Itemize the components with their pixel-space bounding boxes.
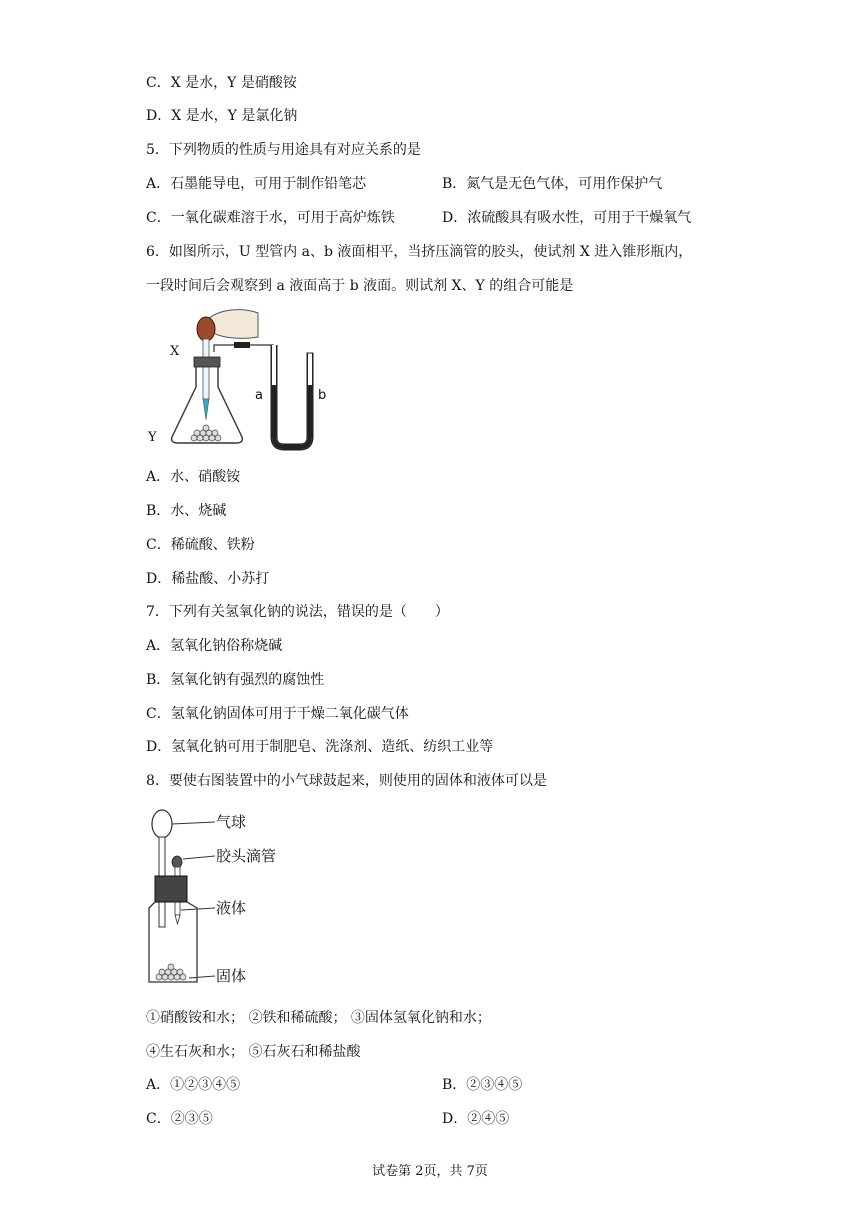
q6-label-b: b [318,388,327,403]
q6-option-a: A．水、硝酸铵 [146,469,241,485]
page-footer: 试卷第 2页，共 7页 [372,1164,488,1179]
q8-apparatus-figure [145,804,215,990]
q6-stem-line1: 6．如图所示，U 型管内 a、b 液面相平，当挤压滴管的胶头，使试剂 X 进入锥形瓶内， [146,244,693,260]
q5-option-a: A．石墨能导电，可用于制作铅笔芯 [146,176,367,192]
q8-label-liquid: 液体 [216,899,247,917]
q5-option-d: D．浓硫酸具有吸水性，可用于干燥氧气 [442,210,692,226]
solid-y-granules [191,425,221,441]
q8-label-balloon: 气球 [216,813,247,831]
connecting-tube [214,345,234,352]
q7-option-b: B．氢氧化钠有强烈的腐蚀性 [146,672,325,688]
q6-option-c: C．稀硫酸、铁粉 [146,537,255,553]
dropper-tip [203,399,209,420]
q5-stem: 5．下列物质的性质与用途具有对应关系的是 [146,142,421,158]
q5-option-b: B．氮气是无色气体，可用作保护气 [442,176,663,192]
q7-option-a: A．氢氧化钠俗称烧碱 [146,638,283,654]
q7-option-c: C．氢氧化钠固体可用于干燥二氧化碳气体 [146,706,409,722]
q5-option-c: C．一氧化碳难溶于水，可用于高炉炼铁 [146,210,395,226]
dropper-bulb [197,317,215,341]
q8-stem: 8．要使右图装置中的小气球鼓起来，则使用的固体和液体可以是 [146,773,547,789]
solid-granules [156,964,186,980]
q8-option-b: B．②③④⑤ [442,1077,523,1093]
q4-option-c: C．X 是水，Y 是硝酸铵 [146,75,297,91]
q6-option-b: B．水、烧碱 [146,503,227,519]
bottle-stopper [155,876,187,902]
q6-apparatus-figure [150,305,350,455]
q6-stem-line2: 一段时间后会观察到 a 液面高于 b 液面。则试剂 X、Y 的组合可能是 [146,278,574,294]
u-tube [274,345,310,447]
q8-option-d: D．②④⑤ [442,1111,510,1127]
hand-shape [207,310,258,339]
q8-combos-line1: ①硝酸铵和水； ②铁和稀硫酸； ③固体氢氧化钠和水； [146,1010,491,1026]
q8-option-a: A．①②③④⑤ [146,1077,241,1093]
q6-option-d: D．稀盐酸、小苏打 [146,571,270,587]
q6-label-x: X [170,344,180,359]
q7-stem: 7．下列有关氢氧化钠的说法，错误的是（ ） [146,604,449,620]
rubber-connector [234,342,250,348]
dropper-glass [203,339,209,399]
q8-option-c: C．②③⑤ [146,1111,213,1127]
q6-label-a: a [255,388,263,403]
q8-combos-line2: ④生石灰和水； ⑤石灰石和稀盐酸 [146,1044,361,1060]
q4-option-d: D．X 是水，Y 是氯化钠 [146,108,298,124]
q8-label-solid: 固体 [216,967,247,985]
balloon [152,810,172,838]
q7-option-d: D．氢氧化钠可用于制肥皂、洗涤剂、造纸、纺织工业等 [146,739,494,755]
q6-label-y: Y [148,430,157,445]
dropper-tip [175,915,180,924]
q8-label-dropper: 胶头滴管 [216,847,277,865]
dropper-bulb [172,856,182,868]
u-tube-liquid [274,385,310,447]
flask-stopper [194,357,220,367]
